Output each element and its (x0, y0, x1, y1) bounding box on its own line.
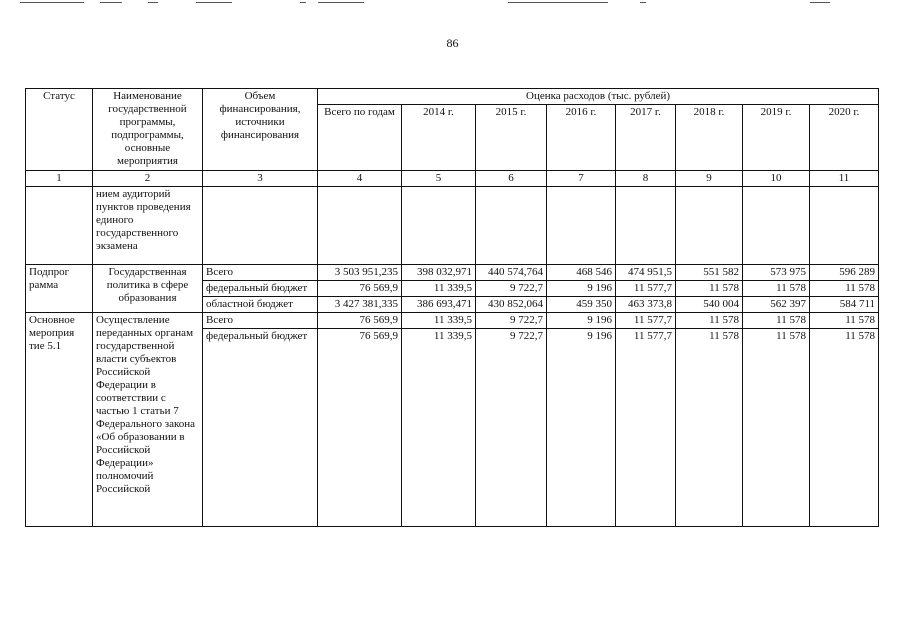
value-cell: 11 577,7 (616, 313, 676, 329)
value-cell: 3 427 381,335 (318, 297, 402, 313)
column-number: 8 (616, 171, 676, 187)
value-cell: 562 397 (743, 297, 810, 313)
funding-source: Всего (203, 313, 318, 329)
value-cell: 11 577,7 (616, 329, 676, 527)
value-cell: 540 004 (676, 297, 743, 313)
column-number: 7 (547, 171, 616, 187)
continuation-row (26, 187, 879, 265)
subprogram-name: Государственная политика в сфере образования (93, 265, 203, 313)
header-status: Статус (26, 89, 93, 171)
continuation-name: нием аудиторий пунктов проведения единого государственного экзамена (93, 187, 203, 265)
value-cell: 551 582 (676, 265, 743, 281)
funding-source: федеральный бюджет (203, 329, 318, 527)
header-volume: Объем финансирования, источники финансирования (203, 89, 318, 171)
empty-cell (616, 187, 676, 265)
column-number-row (26, 171, 879, 187)
funding-source: областной бюджет (203, 297, 318, 313)
funding-source: Всего (203, 265, 318, 281)
funding-source: федеральный бюджет (203, 281, 318, 297)
empty-cell (476, 187, 547, 265)
value-cell: 596 289 (810, 265, 879, 281)
value-cell: 11 339,5 (402, 281, 476, 297)
value-cell: 11 578 (810, 313, 879, 329)
value-cell: 11 578 (810, 329, 879, 527)
value-cell: 584 711 (810, 297, 879, 313)
value-cell: 9 196 (547, 313, 616, 329)
header-estimate: Оценка расходов (тыс. рублей) (318, 89, 879, 105)
value-cell: 9 722,7 (476, 313, 547, 329)
value-cell: 11 578 (743, 313, 810, 329)
scan-artifact (640, 2, 646, 3)
scan-artifact (810, 2, 830, 3)
header-year: Всего по годам (318, 105, 402, 171)
value-cell: 11 578 (810, 281, 879, 297)
header-year: 2017 г. (616, 105, 676, 171)
value-cell: 573 975 (743, 265, 810, 281)
column-number: 11 (810, 171, 879, 187)
table-row (26, 313, 879, 329)
value-cell: 11 578 (743, 281, 810, 297)
header-year: 2015 г. (476, 105, 547, 171)
header-year: 2016 г. (547, 105, 616, 171)
column-number: 3 (203, 171, 318, 187)
value-cell: 9 722,7 (476, 329, 547, 527)
header-year: 2014 г. (402, 105, 476, 171)
value-cell: 11 578 (676, 313, 743, 329)
page-number: 86 (446, 36, 459, 50)
scan-artifact (100, 2, 122, 3)
value-cell: 76 569,9 (318, 281, 402, 297)
column-number: 4 (318, 171, 402, 187)
scan-artifact (148, 2, 158, 3)
header-name: Наименование государственной программы, подпрограммы, основные мероприятия (93, 89, 203, 171)
value-cell: 76 569,9 (318, 329, 402, 527)
empty-cell (318, 187, 402, 265)
column-number: 9 (676, 171, 743, 187)
value-cell: 459 350 (547, 297, 616, 313)
measure-status: Основное мероприя тие 5.1 (26, 313, 93, 527)
empty-cell (676, 187, 743, 265)
empty-cell (203, 187, 318, 265)
column-number: 5 (402, 171, 476, 187)
measure-name: Осуществление переданных органам государственной власти субъектов Российской Федерации в соответствии с частью 1 статьи 7 Федерального закона «Об образовании в Российской Федерации» полномочий Российской (93, 313, 203, 527)
value-cell: 398 032,971 (402, 265, 476, 281)
value-cell: 468 546 (547, 265, 616, 281)
value-cell: 463 373,8 (616, 297, 676, 313)
scan-artifact (318, 2, 364, 3)
value-cell: 386 693,471 (402, 297, 476, 313)
subprogram-status: Подпрог рамма (26, 265, 93, 313)
header-row (26, 89, 879, 105)
value-cell: 11 578 (676, 281, 743, 297)
value-cell: 9 722,7 (476, 281, 547, 297)
value-cell: 11 339,5 (402, 313, 476, 329)
column-number: 6 (476, 171, 547, 187)
header-year: 2019 г. (743, 105, 810, 171)
column-number: 2 (93, 171, 203, 187)
table-row (26, 265, 879, 281)
value-cell: 11 577,7 (616, 281, 676, 297)
column-number: 1 (26, 171, 93, 187)
value-cell: 11 578 (743, 329, 810, 527)
value-cell: 11 339,5 (402, 329, 476, 527)
scan-artifact (20, 2, 84, 3)
empty-cell (547, 187, 616, 265)
empty-cell (743, 187, 810, 265)
value-cell: 11 578 (676, 329, 743, 527)
value-cell: 440 574,764 (476, 265, 547, 281)
scan-artifact (196, 2, 232, 3)
value-cell: 9 196 (547, 281, 616, 297)
value-cell: 76 569,9 (318, 313, 402, 329)
header-year: 2018 г. (676, 105, 743, 171)
value-cell: 9 196 (547, 329, 616, 527)
column-number: 10 (743, 171, 810, 187)
value-cell: 430 852,064 (476, 297, 547, 313)
empty-cell (402, 187, 476, 265)
scan-artifact (508, 2, 608, 3)
scan-artifact (300, 2, 306, 3)
value-cell: 474 951,5 (616, 265, 676, 281)
value-cell: 3 503 951,235 (318, 265, 402, 281)
header-year: 2020 г. (810, 105, 879, 171)
budget-table (25, 88, 879, 527)
empty-cell (26, 187, 93, 265)
empty-cell (810, 187, 879, 265)
